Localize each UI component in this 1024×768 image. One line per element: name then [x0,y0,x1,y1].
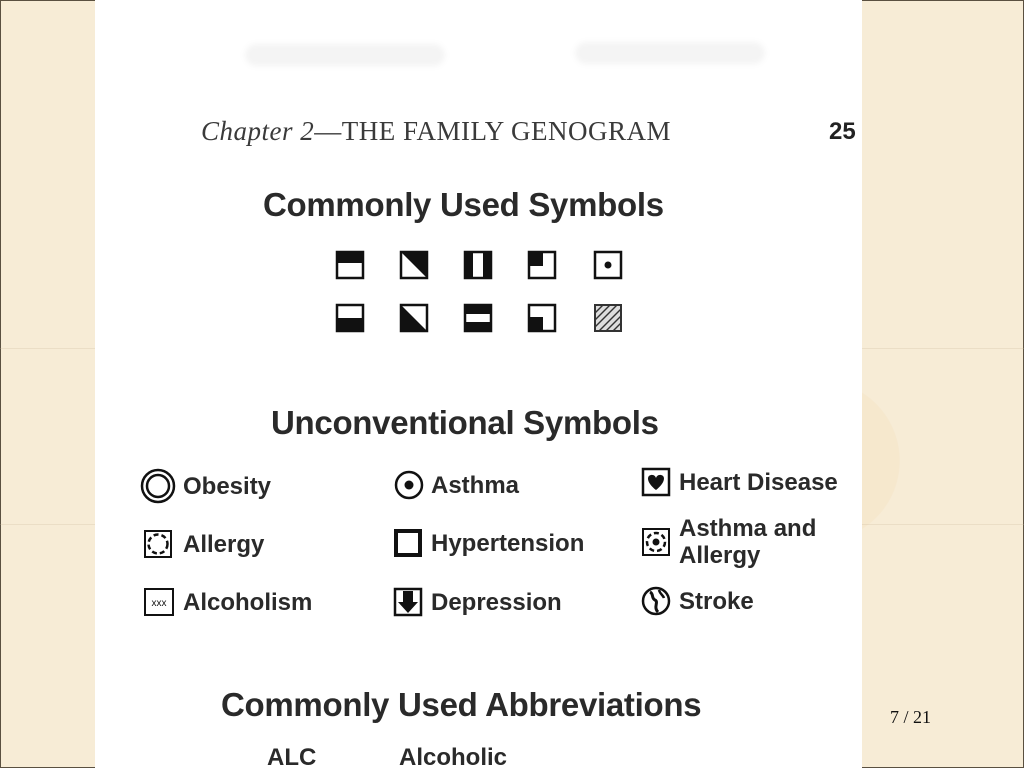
legend-item-stroke [639,584,754,618]
legend-label: Heart Disease [679,468,838,496]
legend-item-obesity [139,468,271,504]
legend-label: Asthma [431,471,520,499]
symbol-row-2-right [463,303,623,333]
slide-separator: / [899,707,914,727]
top-half-filled-square-icon [337,252,363,278]
thick-square-icon [391,527,425,559]
hatched-square-icon [595,305,621,331]
xxx-mark: xxx [151,598,167,609]
arrow-down-square-icon [391,586,425,618]
legend-item-alcoholism [141,586,312,618]
unconventional-symbols-heading: Unconventional Symbols [271,404,659,441]
bottom-half-filled-square-icon [337,305,363,331]
legend-item-hypertension [391,527,584,559]
scanned-page [95,0,862,768]
band-square-icon [465,305,491,331]
slide-page-indicator [890,707,931,728]
dot-circle-icon [393,468,425,502]
chapter-prefix: Chapter 2 [201,116,315,146]
legend-label: Depression [431,588,562,616]
diagonal-lower-filled-square-icon [401,305,427,331]
legend-label: Allergy [183,530,265,558]
legend-item-asthma-and-allergy [639,515,816,569]
total-slides: 21 [913,707,932,727]
dashed-circle-square-icon [141,528,177,560]
legend-label [679,515,816,569]
abbreviations-heading: Commonly Used Abbreviations [221,686,702,723]
legend-item-allergy [141,528,264,560]
symbol-row-1-right [463,250,623,280]
xxx-square-icon [141,586,177,618]
legend-label: Stroke [679,587,754,615]
legend-item-heart-disease [639,466,838,498]
double-circle-icon [139,468,177,504]
chapter-header [201,116,671,147]
symbol-row-2-left [335,303,435,333]
abbreviation-term: ALC [267,744,317,768]
quarter-filled-square-icon [529,252,555,278]
common-symbols-heading: Commonly Used Symbols [263,186,664,223]
brain-circle-icon [639,584,673,618]
page-number: 25 [829,118,856,145]
bleed-through-smudge [245,44,445,66]
legend-label: Alcoholism [183,588,313,616]
bleed-through-smudge [575,42,765,64]
abbreviation-meaning: Alcoholic [399,744,508,768]
heart-square-icon [639,466,673,498]
chapter-title: THE FAMILY GENOGRAM [341,116,672,146]
legend-label: Obesity [183,472,272,500]
lower-right-quarter-square-icon [529,305,555,331]
legend-label-line-1: Asthma and [679,515,817,542]
legend-item-asthma [393,468,519,502]
legend-label: Hypertension [431,529,585,557]
legend-item-depression [391,586,562,618]
dot-square-icon [595,252,621,278]
dotted-circle-square-icon [639,526,673,558]
diagonal-filled-square-icon [401,252,427,278]
vertical-split-square-icon [465,252,491,278]
chapter-dash: — [314,116,342,146]
symbol-row-1-left [335,250,435,280]
legend-label-line-2: Allergy [679,542,761,569]
current-slide: 7 [890,707,899,727]
